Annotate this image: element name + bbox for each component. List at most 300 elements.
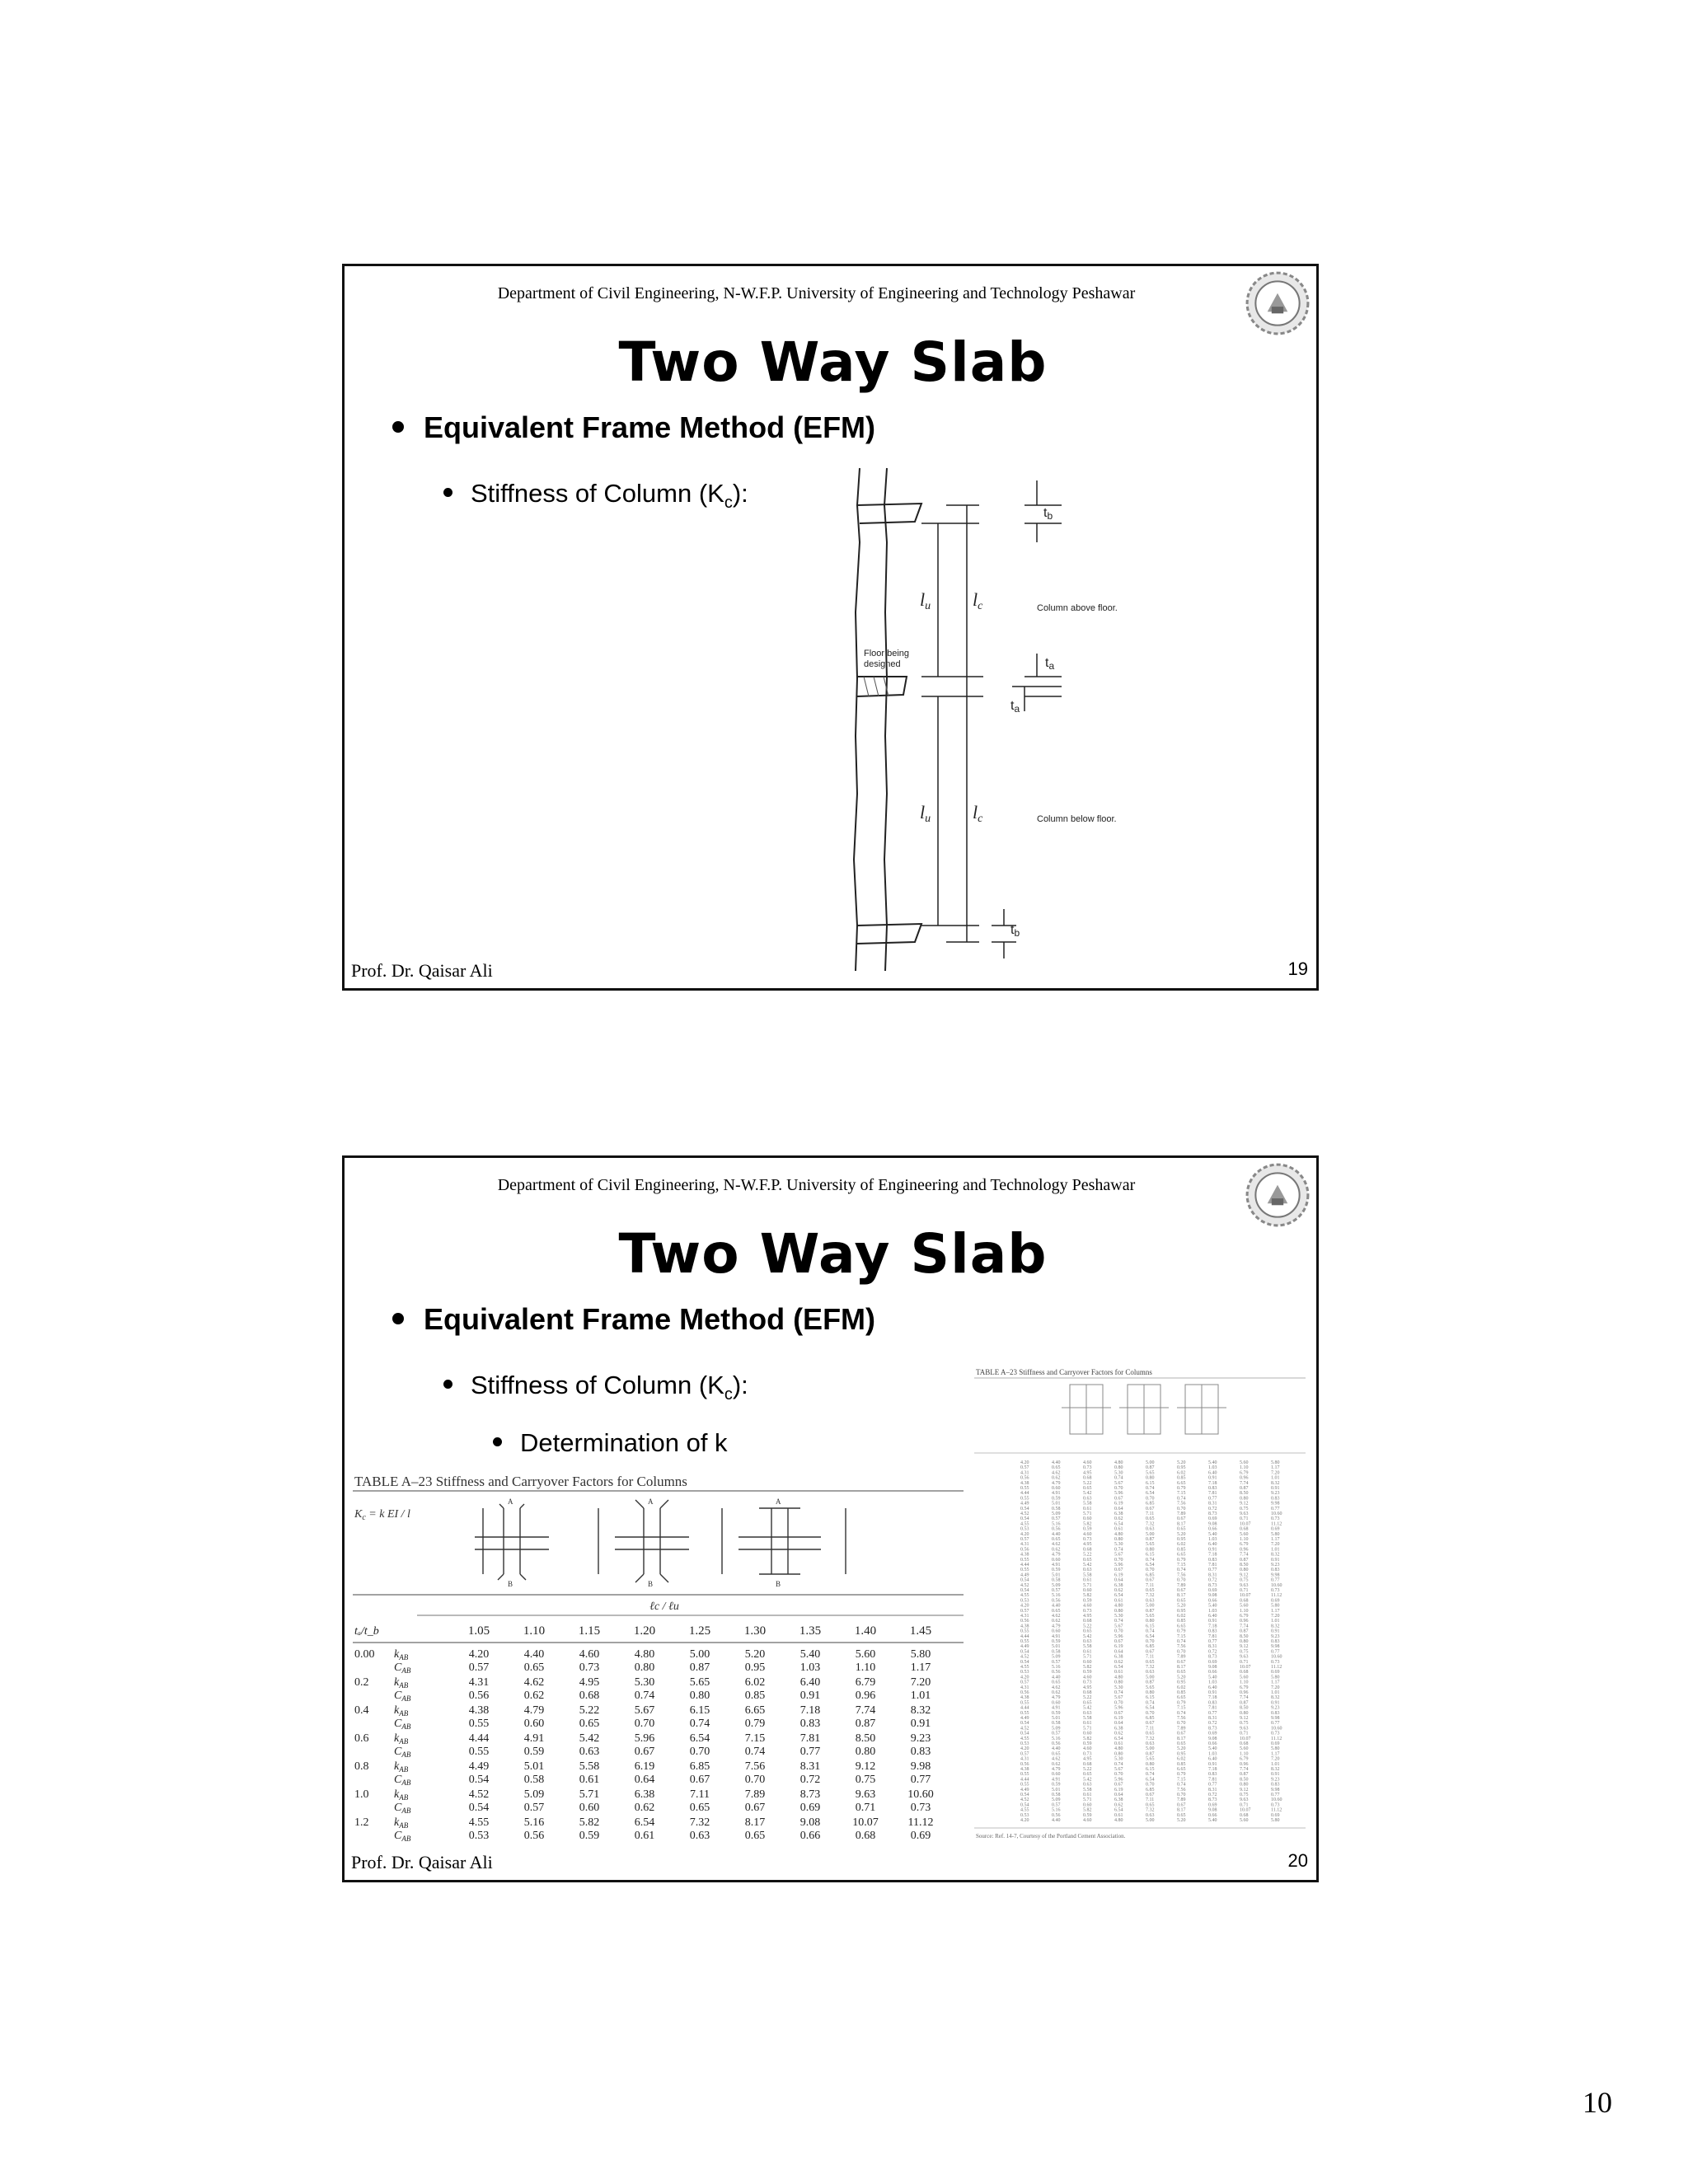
small-table-cell: 0.70 <box>1114 1700 1123 1706</box>
small-table-cell: 0.69 <box>1271 1526 1280 1532</box>
bullet-dot-icon <box>443 488 452 497</box>
small-table-cell: 8.73 <box>1208 1726 1217 1732</box>
small-table-cell: 5.80 <box>1271 1603 1280 1609</box>
table-cell: 6.54 <box>634 1816 655 1829</box>
small-table-cell: 1.17 <box>1271 1751 1280 1757</box>
small-table-cell: 4.20 <box>1020 1818 1029 1823</box>
small-table-cell: 10.60 <box>1271 1582 1282 1588</box>
slide-title: Two Way Slab <box>618 330 1048 394</box>
small-table-cell: 5.80 <box>1271 1746 1280 1752</box>
small-table-cell: 5.82 <box>1083 1521 1092 1527</box>
table-cell: 4.38 <box>468 1704 490 1717</box>
table-cell: 8.32 <box>910 1704 931 1717</box>
small-table-cell: 9.23 <box>1271 1777 1280 1783</box>
small-table-cell: 0.69 <box>1208 1588 1217 1593</box>
small-table-cell: 0.79 <box>1177 1629 1186 1634</box>
svg-text:B: B <box>508 1580 513 1588</box>
table-cell: 6.85 <box>689 1760 710 1773</box>
small-table-cell: 8.31 <box>1208 1572 1217 1578</box>
small-table-cell: 4.60 <box>1083 1746 1092 1752</box>
small-table-cell: 0.61 <box>1083 1506 1092 1511</box>
small-table-cell: 0.65 <box>1052 1608 1061 1614</box>
small-table-cell: 0.62 <box>1114 1516 1123 1522</box>
small-table-cell: 5.65 <box>1146 1542 1155 1548</box>
table-cell: 8.50 <box>855 1732 876 1745</box>
small-table-cell: 5.96 <box>1114 1777 1123 1783</box>
small-table-cell: 0.63 <box>1146 1670 1155 1675</box>
svg-text:A: A <box>776 1497 781 1506</box>
small-table-cell: 0.58 <box>1052 1793 1061 1797</box>
small-table-cell: 0.68 <box>1083 1619 1092 1624</box>
small-table-cell: 0.56 <box>1052 1670 1061 1675</box>
small-table-cell: 5.40 <box>1208 1675 1217 1680</box>
small-table-cell: 0.87 <box>1240 1557 1249 1563</box>
small-table-cell: 6.40 <box>1208 1470 1217 1476</box>
small-table-cell: 6.79 <box>1240 1470 1249 1476</box>
small-table-cell: 0.74 <box>1146 1772 1155 1778</box>
svg-text:tb: tb <box>1010 923 1020 939</box>
table-cell: 4.79 <box>523 1704 545 1717</box>
small-table-cell: 0.77 <box>1271 1649 1280 1655</box>
small-table-cell: 0.60 <box>1052 1486 1061 1491</box>
small-table-cell: 7.32 <box>1146 1807 1155 1813</box>
slide-20 <box>342 1155 1319 1882</box>
table-cell: 5.22 <box>579 1704 600 1717</box>
small-table-cell: 6.40 <box>1208 1614 1217 1619</box>
small-table-cell: 1.17 <box>1271 1465 1280 1471</box>
small-table-cell: 6.40 <box>1208 1756 1217 1762</box>
small-table-cell: 6.19 <box>1114 1787 1123 1793</box>
small-table-cell: 8.17 <box>1177 1521 1186 1527</box>
small-table-cell: 6.19 <box>1114 1501 1123 1507</box>
small-table-cell: 8.17 <box>1177 1736 1186 1741</box>
small-table-cell: 7.20 <box>1271 1685 1280 1690</box>
small-table-cell: 5.42 <box>1083 1563 1092 1568</box>
table-cell: 0.61 <box>579 1774 600 1786</box>
small-table-cell: 0.58 <box>1052 1577 1061 1583</box>
small-table-cell: 0.57 <box>1020 1680 1029 1685</box>
svg-text:lc: lc <box>973 589 983 612</box>
small-table-cell: 1.17 <box>1271 1537 1280 1542</box>
small-table-cell: 5.80 <box>1271 1531 1280 1537</box>
table-cell: 1.01 <box>910 1690 931 1702</box>
small-table-cell: 5.00 <box>1146 1818 1155 1823</box>
small-table-cell: 0.83 <box>1208 1486 1217 1491</box>
small-table-cell: 5.20 <box>1177 1603 1186 1609</box>
small-table-cell: 0.69 <box>1208 1802 1217 1808</box>
small-table-cell: 6.54 <box>1114 1807 1123 1813</box>
small-table-cell: 9.23 <box>1271 1491 1280 1497</box>
table-cell: 5.65 <box>689 1676 710 1689</box>
small-table-cell: 6.85 <box>1146 1644 1155 1650</box>
small-table-cell: 0.58 <box>1052 1649 1061 1655</box>
small-table-cell: 8.73 <box>1208 1511 1217 1516</box>
small-table-cell: 4.20 <box>1020 1531 1029 1537</box>
small-table-cell: 7.11 <box>1146 1797 1155 1803</box>
table-cell: 6.15 <box>689 1704 710 1717</box>
table-cell: 7.81 <box>799 1732 821 1745</box>
small-table-cell: 0.69 <box>1271 1670 1280 1675</box>
small-table-cell: 9.12 <box>1240 1716 1249 1721</box>
table-cell: 5.20 <box>744 1648 766 1661</box>
table-cell: 0.69 <box>910 1830 931 1842</box>
small-table-cell: 7.81 <box>1208 1777 1217 1783</box>
small-table-cell: 0.70 <box>1114 1557 1123 1563</box>
small-table-cell: 5.58 <box>1083 1572 1092 1578</box>
small-table-cell: 11.12 <box>1271 1807 1282 1813</box>
small-table-cell: 9.23 <box>1271 1563 1280 1568</box>
small-table-cell: 0.57 <box>1052 1516 1061 1522</box>
small-table-cell: 0.70 <box>1114 1629 1123 1634</box>
small-table-cell: 0.79 <box>1177 1486 1186 1491</box>
small-table-cell: 0.61 <box>1083 1721 1092 1727</box>
small-table-cell: 9.12 <box>1240 1644 1249 1650</box>
small-table-cell: 0.91 <box>1271 1557 1280 1563</box>
small-table-cell: 0.77 <box>1271 1577 1280 1583</box>
small-table-cell: 0.63 <box>1146 1741 1155 1746</box>
small-table-cell: 0.75 <box>1240 1721 1249 1727</box>
table-row-label: $k_{AB}$ <box>394 1788 409 1802</box>
table-row-label: $k_{AB}$ <box>394 1816 409 1830</box>
table-cell: 11.12 <box>907 1816 934 1829</box>
small-table-cell: 6.54 <box>1114 1736 1123 1741</box>
small-table-cell: 4.62 <box>1052 1685 1061 1690</box>
table-cell: 0.56 <box>468 1690 490 1702</box>
small-table-cell: 5.40 <box>1208 1746 1217 1752</box>
small-table-cell: 0.73 <box>1083 1608 1092 1614</box>
small-table-cell: 0.65 <box>1146 1731 1155 1736</box>
small-table-cell: 8.73 <box>1208 1797 1217 1803</box>
small-table-cell: 1.10 <box>1240 1751 1249 1757</box>
small-table-cell: 0.55 <box>1020 1639 1029 1644</box>
small-table-cell: 0.83 <box>1271 1639 1280 1644</box>
table-cell: 9.98 <box>910 1760 931 1773</box>
small-table-cell: 0.68 <box>1240 1598 1249 1604</box>
small-table-cell: 5.58 <box>1083 1501 1092 1507</box>
small-table-cell: 0.71 <box>1240 1516 1249 1522</box>
bullet-determination: Determination of k <box>493 1428 728 1458</box>
table-cell: 0.67 <box>744 1802 766 1814</box>
table-column-header: 1.30 <box>743 1624 767 1638</box>
small-table-cell: 5.30 <box>1114 1614 1123 1619</box>
small-table-cell: 0.65 <box>1052 1680 1061 1685</box>
small-table-cell: 0.63 <box>1146 1598 1155 1604</box>
small-table-cell: 6.85 <box>1146 1501 1155 1507</box>
small-table-cell: 5.22 <box>1083 1695 1092 1701</box>
small-table-cell: 0.71 <box>1240 1802 1249 1808</box>
small-table-cell: 4.49 <box>1020 1644 1029 1650</box>
table-cell: 0.79 <box>744 1718 766 1730</box>
small-table-cell: 0.77 <box>1208 1639 1217 1644</box>
small-table-cell: 0.54 <box>1020 1793 1029 1797</box>
small-table-cell: 4.49 <box>1020 1501 1029 1507</box>
small-table-cell: 0.74 <box>1114 1547 1123 1553</box>
small-table-cell: 0.85 <box>1177 1761 1186 1767</box>
small-table-cell: 1.01 <box>1271 1761 1280 1767</box>
small-table-cell: 1.17 <box>1271 1608 1280 1614</box>
small-table-cell: 4.95 <box>1083 1756 1092 1762</box>
small-table-cell: 0.74 <box>1114 1475 1123 1481</box>
small-table-cell: 10.60 <box>1271 1726 1282 1732</box>
small-table-cell: 7.56 <box>1177 1572 1186 1578</box>
table-cell: 0.57 <box>523 1802 545 1814</box>
small-table-cell: 0.68 <box>1240 1670 1249 1675</box>
small-table-cell: 5.80 <box>1271 1675 1280 1680</box>
small-table-cell: 0.85 <box>1177 1619 1186 1624</box>
small-table-cell: 8.32 <box>1271 1767 1280 1772</box>
small-table-cell: 0.91 <box>1271 1629 1280 1634</box>
table-cell: 0.57 <box>468 1661 490 1674</box>
small-table-cell: 0.70 <box>1146 1568 1155 1573</box>
small-table-cell: 0.55 <box>1020 1700 1029 1706</box>
small-table-cell: 0.65 <box>1052 1465 1061 1471</box>
small-table-cell: 4.55 <box>1020 1593 1029 1599</box>
small-table-cell: 0.91 <box>1208 1761 1217 1767</box>
small-table-cell: 0.70 <box>1177 1721 1186 1727</box>
small-table-cell: 4.79 <box>1052 1767 1061 1772</box>
table-cell: 0.53 <box>468 1830 490 1842</box>
table-cell: 0.65 <box>579 1718 600 1730</box>
small-table-cell: 6.79 <box>1240 1614 1249 1619</box>
small-table-cell: 0.53 <box>1020 1812 1029 1818</box>
small-table-cell: 0.56 <box>1052 1526 1061 1532</box>
small-table-cell: 0.59 <box>1052 1639 1061 1644</box>
small-table-cell: 0.95 <box>1177 1680 1186 1685</box>
small-table-cell: 1.10 <box>1240 1537 1249 1542</box>
column-diagram <box>814 464 1276 975</box>
small-table-cell: 7.20 <box>1271 1614 1280 1619</box>
table-cell: 5.67 <box>634 1704 655 1717</box>
small-table-cell: 5.09 <box>1052 1726 1061 1732</box>
small-table-cell: 0.63 <box>1083 1639 1092 1644</box>
small-table-cell: 0.80 <box>1146 1547 1155 1553</box>
small-table-cell: 7.11 <box>1146 1511 1155 1516</box>
small-table-cell: 1.01 <box>1271 1547 1280 1553</box>
small-table-cell: 0.55 <box>1020 1629 1029 1634</box>
small-table-cell: 5.82 <box>1083 1736 1092 1741</box>
small-table-cell: 4.62 <box>1052 1470 1061 1476</box>
small-table-cell: 8.32 <box>1271 1695 1280 1701</box>
table-cell: 7.56 <box>744 1760 766 1773</box>
small-table-cell: 4.52 <box>1020 1654 1029 1660</box>
svg-text:tₐ/t_b: tₐ/t_b <box>354 1625 379 1638</box>
table-cell: 0.74 <box>634 1690 655 1702</box>
small-table-cell: 0.70 <box>1177 1577 1186 1583</box>
small-table-cell: 0.83 <box>1271 1710 1280 1716</box>
small-table-cell: 0.67 <box>1177 1731 1186 1736</box>
small-table-cell: 0.87 <box>1240 1629 1249 1634</box>
small-table-cell: 0.70 <box>1146 1496 1155 1502</box>
small-table-cell: 4.49 <box>1020 1716 1029 1721</box>
small-table-cell: 0.74 <box>1177 1710 1186 1716</box>
table-cell: 10.60 <box>907 1788 934 1801</box>
table-cell: 0.85 <box>744 1690 766 1702</box>
small-table-cell: 0.73 <box>1083 1465 1092 1471</box>
small-table-cell: 7.56 <box>1177 1716 1186 1721</box>
small-table-cell: 0.75 <box>1240 1793 1249 1797</box>
small-table-cell: 8.50 <box>1240 1705 1249 1711</box>
small-table-cell: 0.70 <box>1114 1772 1123 1778</box>
small-table-cell: 1.03 <box>1208 1680 1217 1685</box>
table-cell: 7.18 <box>799 1704 821 1717</box>
small-table-cell: 6.65 <box>1177 1767 1186 1772</box>
small-table-image <box>971 1366 1309 1844</box>
table-cell: 0.67 <box>689 1774 710 1786</box>
small-table-cell: 0.61 <box>1114 1598 1123 1604</box>
small-table-cell: 5.00 <box>1146 1531 1155 1537</box>
small-table-cell: 0.57 <box>1020 1537 1029 1542</box>
small-table-cell: 0.65 <box>1146 1516 1155 1522</box>
small-table-cell: 4.52 <box>1020 1582 1029 1588</box>
table-cell: 0.68 <box>855 1830 876 1842</box>
small-table-cell: 4.44 <box>1020 1633 1029 1639</box>
small-table-cell: 0.68 <box>1240 1812 1249 1818</box>
table-cell: 4.52 <box>468 1788 490 1801</box>
table-cell: 6.38 <box>634 1788 655 1801</box>
table-row-ratio: 0.4 <box>354 1704 369 1717</box>
small-table-cell: 4.80 <box>1114 1818 1123 1823</box>
svg-text:Floor being: Floor being <box>864 649 910 658</box>
small-table-cell: 5.58 <box>1083 1716 1092 1721</box>
small-table-cell: 0.54 <box>1020 1659 1029 1665</box>
small-table-cell: 7.74 <box>1240 1624 1249 1629</box>
small-table-cell: 6.79 <box>1240 1542 1249 1548</box>
small-table-cell: 7.18 <box>1208 1624 1217 1629</box>
small-table-cell: 6.85 <box>1146 1572 1155 1578</box>
small-table-cell: 0.59 <box>1083 1598 1092 1604</box>
small-table-cell: 10.60 <box>1271 1511 1282 1516</box>
small-table-cell: 0.60 <box>1083 1802 1092 1808</box>
small-table-cell: 5.67 <box>1114 1695 1123 1701</box>
small-table-cell: 4.52 <box>1020 1511 1029 1516</box>
table-row-ratio: 1.2 <box>354 1816 369 1829</box>
small-table-cell: 0.62 <box>1114 1659 1123 1665</box>
small-table-cell: 6.19 <box>1114 1644 1123 1650</box>
small-table-cell: 10.60 <box>1271 1797 1282 1803</box>
small-table-cell: 0.96 <box>1240 1475 1249 1481</box>
small-table-cell: 6.54 <box>1114 1521 1123 1527</box>
small-table-cell: 6.54 <box>1146 1633 1155 1639</box>
stiffness-carryover-table <box>351 1471 965 1852</box>
table-cell: 0.63 <box>579 1746 600 1758</box>
small-table-cell: 5.60 <box>1240 1603 1249 1609</box>
small-table-cell: 7.74 <box>1240 1480 1249 1486</box>
table-cell: 0.77 <box>910 1774 931 1786</box>
small-table-cell: 0.91 <box>1271 1700 1280 1706</box>
small-table-cell: 0.56 <box>1052 1741 1061 1746</box>
table-cell: 0.61 <box>634 1830 655 1842</box>
small-table-cell: 0.53 <box>1020 1598 1029 1604</box>
table-cell: 0.74 <box>689 1718 710 1730</box>
small-table-cell: 5.20 <box>1177 1531 1186 1537</box>
small-table-cell: 5.96 <box>1114 1563 1123 1568</box>
small-table-cell: 6.85 <box>1146 1716 1155 1721</box>
small-table-cell: 5.65 <box>1146 1470 1155 1476</box>
table-cell: 4.55 <box>468 1816 490 1829</box>
small-table-cell: 6.40 <box>1208 1542 1217 1548</box>
table-cell: 0.83 <box>910 1746 931 1758</box>
small-table-cell: 5.30 <box>1114 1542 1123 1548</box>
small-table-cell: 9.98 <box>1271 1644 1280 1650</box>
table-cell: 0.91 <box>910 1718 931 1730</box>
small-table-cell: 0.65 <box>1083 1557 1092 1563</box>
small-table-cell: 0.61 <box>1114 1741 1123 1746</box>
small-table-cell: 0.96 <box>1240 1690 1249 1695</box>
small-table-cell: 4.80 <box>1114 1603 1123 1609</box>
small-table-cell: 5.16 <box>1052 1807 1061 1813</box>
small-table-cell: 0.65 <box>1177 1598 1186 1604</box>
small-table-cell: 0.64 <box>1114 1506 1123 1511</box>
small-table-cell: 9.63 <box>1240 1511 1249 1516</box>
small-table-cell: 6.38 <box>1114 1654 1123 1660</box>
small-table-cell: 0.91 <box>1208 1475 1217 1481</box>
small-table-cell: 0.60 <box>1083 1516 1092 1522</box>
table-cell: 5.82 <box>579 1816 600 1829</box>
small-table-cell: 0.58 <box>1052 1506 1061 1511</box>
small-table-cell: 0.54 <box>1020 1506 1029 1511</box>
bullet-dot-icon <box>392 421 404 433</box>
small-table-cell: 0.67 <box>1114 1496 1123 1502</box>
small-table-cell: 6.02 <box>1177 1614 1186 1619</box>
table-cell: 7.11 <box>690 1788 710 1801</box>
small-table-cell: 0.53 <box>1020 1670 1029 1675</box>
small-table-cell: 0.87 <box>1146 1751 1155 1757</box>
table-cell: 5.30 <box>634 1676 655 1689</box>
small-table-cell: 7.89 <box>1177 1582 1186 1588</box>
small-table-cell: 0.66 <box>1208 1812 1217 1818</box>
small-table-cell: 0.79 <box>1177 1772 1186 1778</box>
small-table-cell: 5.40 <box>1208 1531 1217 1537</box>
small-table-cell: 0.59 <box>1083 1670 1092 1675</box>
small-table-cell: 10.60 <box>1271 1654 1282 1660</box>
small-table-cell: 0.74 <box>1177 1782 1186 1788</box>
small-table-cell: 6.54 <box>1114 1665 1123 1670</box>
small-table-cell: 5.82 <box>1083 1807 1092 1813</box>
table-cell: 5.80 <box>910 1648 931 1661</box>
small-table-cell: 5.80 <box>1271 1460 1280 1465</box>
small-table-cell: 9.63 <box>1240 1582 1249 1588</box>
small-table-cell: 0.74 <box>1114 1761 1123 1767</box>
small-table-cell: 0.61 <box>1083 1577 1092 1583</box>
small-table-cell: 0.56 <box>1052 1598 1061 1604</box>
small-table-cell: 0.70 <box>1146 1639 1155 1644</box>
svg-text:ta: ta <box>1010 699 1020 715</box>
small-table-cell: 0.77 <box>1271 1793 1280 1797</box>
slide-title: Two Way Slab <box>618 1222 1048 1286</box>
table-cell: 0.70 <box>634 1718 655 1730</box>
small-table-cell: 0.91 <box>1208 1619 1217 1624</box>
table-row-ratio: 0.2 <box>354 1676 369 1689</box>
small-table-cell: 0.63 <box>1083 1496 1092 1502</box>
small-table-cell: 5.09 <box>1052 1511 1061 1516</box>
table-cell: 5.60 <box>855 1648 876 1661</box>
small-table-cell: 0.65 <box>1177 1812 1186 1818</box>
small-table-cell: 0.91 <box>1208 1690 1217 1695</box>
table-cell: 4.40 <box>523 1648 545 1661</box>
small-table-cell: 0.55 <box>1020 1496 1029 1502</box>
table-cell: 6.54 <box>689 1732 710 1745</box>
small-table-cell: 5.09 <box>1052 1582 1061 1588</box>
table-cell: 0.73 <box>910 1802 931 1814</box>
table-row-ratio: 0.6 <box>354 1732 369 1745</box>
university-logo-icon <box>1244 1161 1311 1229</box>
table-cell: 4.20 <box>468 1648 490 1661</box>
small-table-cell: 4.80 <box>1114 1675 1123 1680</box>
small-table-cell: 9.08 <box>1208 1665 1217 1670</box>
table-row-label: $C_{AB}$ <box>394 1718 411 1731</box>
slide-number: 19 <box>1287 958 1308 979</box>
small-table-cell: 5.16 <box>1052 1593 1061 1599</box>
